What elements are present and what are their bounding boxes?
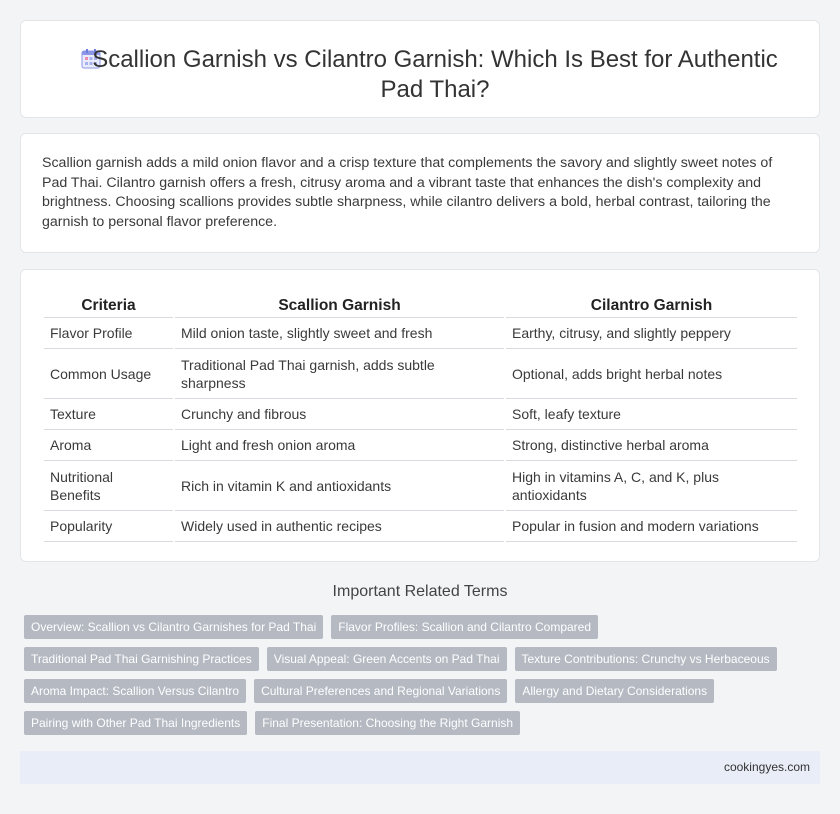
table-row — [44, 461, 797, 511]
related-terms-heading: Important Related Terms — [332, 583, 508, 600]
related-term-tag[interactable]: Pairing with Other Pad Thai Ingredients — [24, 711, 247, 735]
table-cell: High in vitamins A, C, and K, plus antioxidants — [506, 461, 797, 511]
table-cell: Aroma — [44, 430, 173, 461]
table-cell: Strong, distinctive herbal aroma — [506, 430, 797, 461]
related-term-tag[interactable]: Allergy and Dietary Considerations — [515, 679, 714, 703]
related-term-tag[interactable]: Cultural Preferences and Regional Variations — [254, 679, 507, 703]
table-cell: Optional, adds bright herbal notes — [506, 349, 797, 399]
comparison-table-card — [20, 269, 820, 562]
table-row — [44, 349, 797, 399]
comparison-table — [42, 294, 799, 542]
intro-card — [20, 133, 820, 253]
intro-paragraph: Scallion garnish adds a mild onion flavor and a crisp texture that complements the savory and slightly sweet notes of Pad Thai. Cilantro garnish offers a fresh, citrusy aroma and a vibrant taste that enhances the dish's complexity and brightness. Choosing scallions provides subtle sharpness, while cilantro delivers a bold, herbal contrast, tailoring the garnish to personal flavor preference. — [42, 155, 773, 230]
table-cell: Widely used in authentic recipes — [175, 511, 504, 542]
related-term-tag[interactable]: Final Presentation: Choosing the Right Garnish — [255, 711, 520, 735]
title-card — [20, 20, 820, 118]
table-cell: Rich in vitamin K and antioxidants — [175, 461, 504, 511]
page-title: Scallion Garnish vs Cilantro Garnish: Which Is Best for Authentic Pad Thai? — [92, 46, 778, 103]
footer — [20, 751, 820, 784]
table-cell: Popular in fusion and modern variations — [506, 511, 797, 542]
header-scallion: Scallion Garnish — [175, 294, 504, 318]
table-row — [44, 430, 797, 461]
site-link[interactable]: cookingyes.com — [723, 760, 810, 774]
table-row — [44, 511, 797, 542]
related-term-tag[interactable]: Traditional Pad Thai Garnishing Practices — [24, 647, 259, 671]
related-term-tag[interactable]: Flavor Profiles: Scallion and Cilantro Compared — [331, 615, 598, 639]
table-cell: Crunchy and fibrous — [175, 399, 504, 430]
table-header-row — [44, 294, 797, 318]
table-cell: Common Usage — [44, 349, 173, 399]
related-terms-list — [24, 615, 804, 743]
table-row — [44, 318, 797, 349]
table-cell: Mild onion taste, slightly sweet and fresh — [175, 318, 504, 349]
header-criteria: Criteria — [44, 294, 173, 318]
related-term-tag[interactable]: Overview: Scallion vs Cilantro Garnishes for Pad Thai — [24, 615, 323, 639]
table-cell: Texture — [44, 399, 173, 430]
related-term-tag[interactable]: Aroma Impact: Scallion Versus Cilantro — [24, 679, 246, 703]
related-term-tag[interactable]: Visual Appeal: Green Accents on Pad Thai — [267, 647, 507, 671]
table-cell: Soft, leafy texture — [506, 399, 797, 430]
table-cell: Flavor Profile — [44, 318, 173, 349]
header-cilantro: Cilantro Garnish — [506, 294, 797, 318]
table-cell: Traditional Pad Thai garnish, adds subtle sharpness — [175, 349, 504, 399]
table-cell: Nutritional Benefits — [44, 461, 173, 511]
table-cell: Popularity — [44, 511, 173, 542]
table-row — [44, 399, 797, 430]
related-term-tag[interactable]: Texture Contributions: Crunchy vs Herbaceous — [515, 647, 777, 671]
table-cell: Light and fresh onion aroma — [175, 430, 504, 461]
table-cell: Earthy, citrusy, and slightly peppery — [506, 318, 797, 349]
